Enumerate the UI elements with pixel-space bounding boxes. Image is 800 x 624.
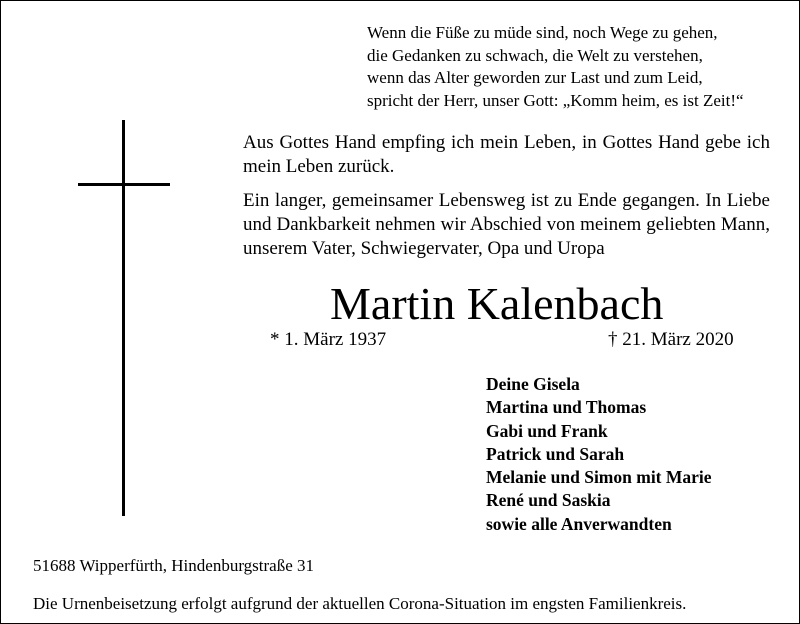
intro-paragraph: Aus Gottes Hand empfing ich mein Leben, in Gottes Hand gebe ich mein Leben zurück. xyxy=(243,132,770,177)
cross-vertical-bar xyxy=(122,120,125,516)
birth-date: * 1. März 1937 xyxy=(270,329,387,350)
death-date: † 21. März 2020 xyxy=(608,329,734,350)
mourner-entry: Deine Gisela xyxy=(486,374,580,394)
mourner-entry: Melanie und Simon mit Marie xyxy=(486,467,712,488)
mourners-list xyxy=(486,373,786,536)
deceased-name: Martin Kalenbach xyxy=(330,278,664,329)
mourner-entry: sowie alle Anverwandten xyxy=(486,513,672,534)
burial-note: Die Urnenbeisetzung erfolgt aufgrund der aktuellen Corona-Situation im engsten Familienkreis. xyxy=(33,594,687,613)
family-address: 51688 Wipperfürth, Hindenburgstraße 31 xyxy=(33,556,315,575)
farewell-paragraph: Ein langer, gemeinsamer Lebensweg ist zu Ende gegangen. In Liebe und Dankbarkeit nehmen wir Abschied von meinem geliebten Mann, unserem Vater, Schwiegervater, Opa und Uropa xyxy=(243,190,770,259)
cross-icon xyxy=(78,120,170,516)
poem-line: die Gedanken zu schwach, die Welt zu verstehen, xyxy=(367,45,703,65)
mourner-entry: Martina und Thomas xyxy=(486,397,647,418)
poem-line: spricht der Herr, unser Gott: „Komm heim, es ist Zeit!“ xyxy=(367,90,744,110)
poem xyxy=(367,22,787,112)
mourner-entry: Gabi und Frank xyxy=(486,420,608,441)
poem-line: Wenn die Füße zu müde sind, noch Wege zu gehen, xyxy=(367,23,718,42)
mourner-entry: René und Saskia xyxy=(486,490,611,511)
cross-horizontal-bar xyxy=(78,183,170,186)
mourner-entry: Patrick und Sarah xyxy=(486,443,625,464)
poem-line: wenn das Alter geworden zur Last und zum Leid, xyxy=(367,68,703,88)
